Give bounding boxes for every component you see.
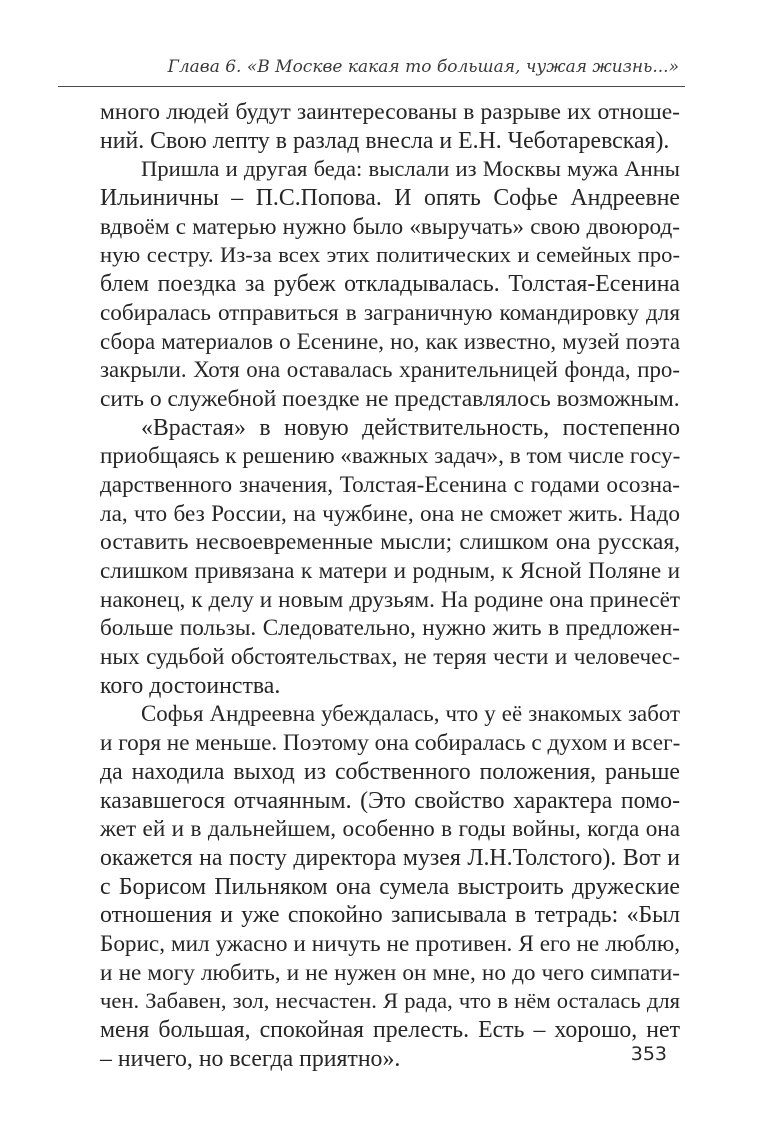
text-line: и горя не меньше. Поэтому она собиралась с духом и всег- [100, 730, 681, 757]
text-line: слишком привязана к матери и родным, к Ясной Поляне и [100, 558, 680, 584]
text-line: наконец, к делу и новым друзьям. На родине она принесёт [100, 586, 680, 613]
text-line: кого достоинства. [100, 672, 281, 699]
body-text [100, 98, 680, 1073]
text-line: больше пользы. Следовательно, нужно жить в предложен- [100, 615, 680, 642]
text-line: Ильиничны – П.С.Попова. И опять Софье Андреевне [100, 185, 680, 212]
text-line: отношения и уже спокойно записывала в тетрадь: «Был [100, 902, 680, 929]
text-line: окажется на посту директора музея Л.Н.Толстого). Вот и [100, 844, 680, 871]
text-line: с Борисом Пильняком она сумела выстроить дружеские [100, 873, 680, 900]
text-line: и не могу любить, и не нужен он мне, но до чего симпати- [100, 959, 680, 986]
running-head: Глава 6. «В Москве какая то большая, чужая жизнь...» [167, 57, 679, 77]
text-line: блем поездка за рубеж откладывалась. Толстая-Есенина [100, 271, 680, 298]
text-line: казавшегося отчаянным. (Это свойство характера помо- [100, 787, 680, 814]
text-line: меня большая, спокойная прелесть. Есть – хорошо, нет [100, 1017, 680, 1043]
header-rule [58, 86, 685, 87]
text-line: собиралась отправиться в заграничную командировку для [100, 299, 680, 326]
text-line: ных судьбой обстоятельствах, не теряя чести и человечес- [100, 644, 680, 671]
text-line: сить о служебной поездке не представлялось возможным. [100, 385, 680, 412]
text-line: приобщаясь к решению «важных задач», в том числе госу- [100, 443, 681, 470]
text-line: чен. Забавен, зол, несчастен. Я рада, что в нём осталась для [100, 988, 680, 1014]
text-line: «Врастая» в новую действительность, постепенно [141, 414, 680, 441]
text-line: – ничего, но всегда приятно». [100, 1045, 401, 1072]
text-line: Софья Андреевна убеждалась, что у её знакомых забот [141, 701, 680, 727]
text-line: сбора материалов о Есенине, но, как известно, музей поэта [100, 328, 680, 354]
page-number: 353 [630, 1043, 667, 1065]
text-line: ла, что без России, на чужбине, она не сможет жить. Надо [100, 500, 680, 527]
text-line: ную сестру. Из-за всех этих политических и семейных про- [100, 242, 680, 268]
text-line: дарственного значения, Толстая-Есенина с годами осозна- [100, 471, 680, 498]
text-line: закрыли. Хотя она оставалась хранительницей фонда, про- [100, 357, 680, 383]
text-line: жет ей и в дальнейшем, особенно в годы войны, когда она [100, 816, 680, 843]
text-line: оставить несвоевременные мысли; слишком она русская, [100, 529, 680, 556]
text-line: Борис, мил ужасно и ничуть не противен. Я его не люблю, [100, 930, 680, 957]
text-line: много людей будут заинтересованы в разрыве их отноше- [100, 99, 680, 125]
text-line: ний. Свою лепту в разлад внесла и Е.Н. Чеботаревская). [100, 127, 670, 154]
text-line: вдвоём с матерью нужно было «выручать» свою двоюрод- [100, 213, 680, 240]
text-line: да находила выход из собственного положения, раньше [100, 758, 680, 785]
text-line: Пришла и другая беда: выслали из Москвы мужа Анны [141, 156, 680, 182]
